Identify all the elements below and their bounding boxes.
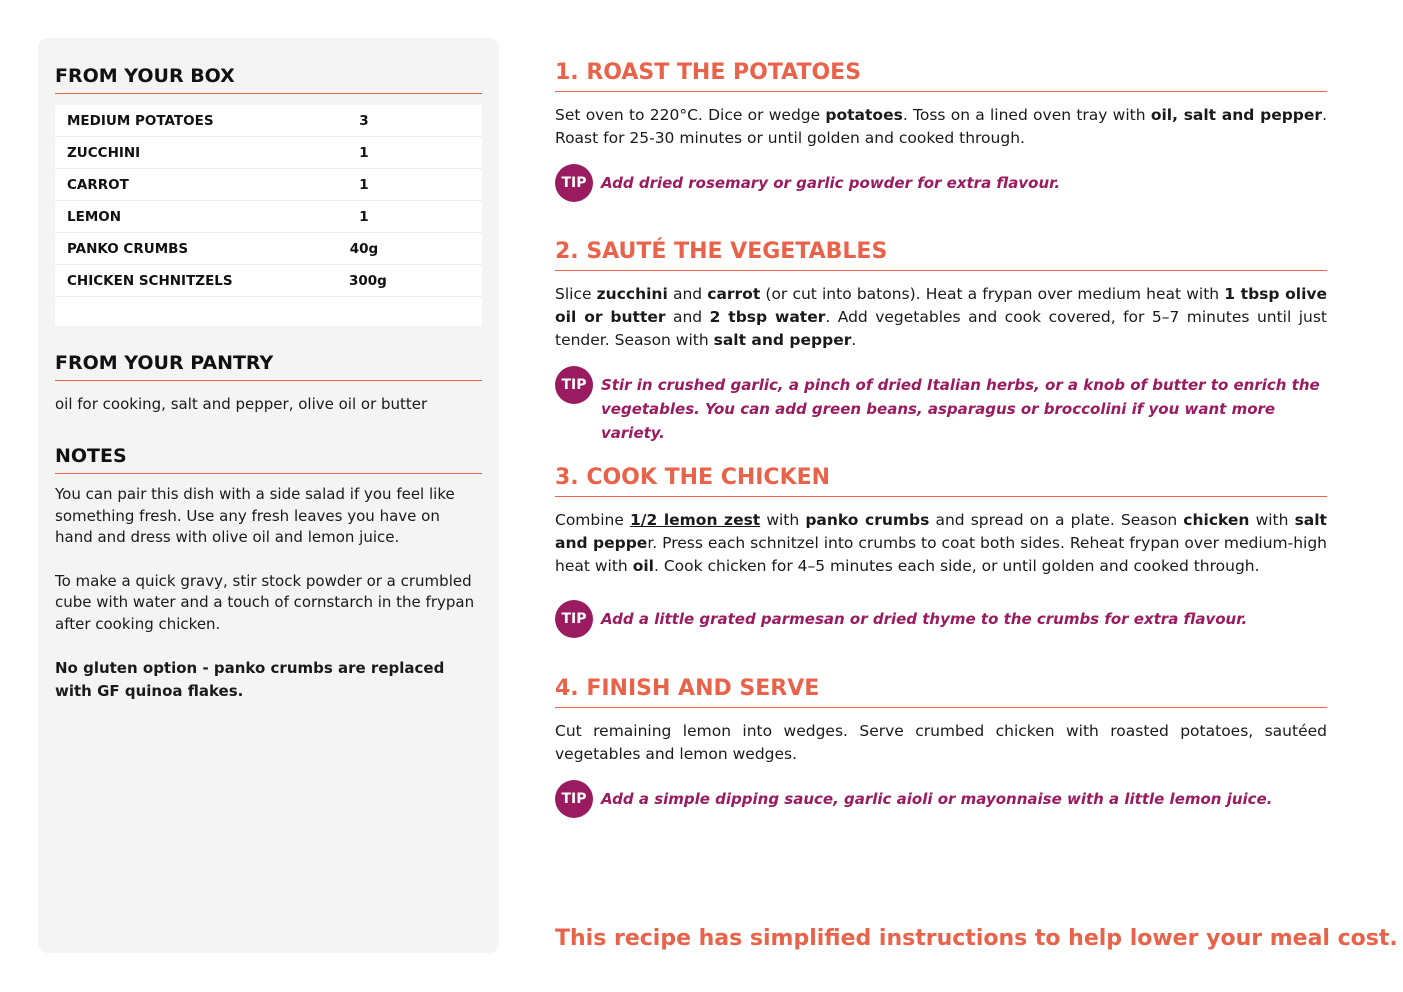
step-text: . Cook chicken for 4–5 minutes each side, or until golden and cooked through. <box>653 557 1260 575</box>
table-row <box>55 105 482 137</box>
ingredient-qty-cell <box>322 265 482 297</box>
step-bold-text: 1 tbsp olive oil or butter <box>555 285 1328 326</box>
step-bold-text: 2 tbsp water <box>709 308 826 326</box>
ingredients-panel <box>38 38 499 953</box>
step-roast-potatoes <box>555 60 1327 202</box>
ingredient-name: LEMON <box>55 201 322 233</box>
ingredient-name: PANKO CRUMBS <box>55 233 322 265</box>
notes-heading: NOTES <box>55 445 482 474</box>
ingredient-qty: 40g <box>349 240 379 257</box>
tip-badge-icon: TIP <box>555 164 593 202</box>
step-bold-text: chicken <box>1183 511 1250 529</box>
tip-text: Add a simple dipping sauce, garlic aioli or mayonnaise with a little lemon juice. <box>601 790 1273 808</box>
step-text: Slice <box>555 285 597 303</box>
ingredient-qty: 1 <box>359 208 369 225</box>
step-title: 4. FINISH AND SERVE <box>555 676 1327 708</box>
ingredient-qty-cell <box>322 201 482 233</box>
step-text: and spread on a plate. Season <box>929 511 1184 529</box>
table-spacer-row <box>55 297 482 327</box>
step-finish-serve <box>555 676 1327 818</box>
table-row <box>55 169 482 201</box>
notes-paragraph: You can pair this dish with a side salad if you feel like something fresh. Use any fresh leaves you have on hand and dress with olive oil and lemon juice. <box>55 485 455 546</box>
table-row <box>55 137 482 169</box>
step-instructions <box>555 509 1327 578</box>
ingredient-qty-cell <box>322 233 482 265</box>
step-text: Set oven to 220°C. Dice or wedge <box>555 106 826 124</box>
ingredient-name: MEDIUM POTATOES <box>55 105 322 137</box>
step-instructions <box>555 283 1327 352</box>
pantry-text: oil for cooking, salt and pepper, olive oil or butter <box>55 395 428 413</box>
table-row <box>55 201 482 233</box>
step-text: . <box>851 331 857 349</box>
step-text: Cut remaining lemon into wedges. Serve crumbed chicken with roasted potatoes, sautéed vegetables and lemon wedges. <box>555 722 1327 763</box>
ingredient-name: ZUCCHINI <box>55 137 322 169</box>
step-bold-text: carrot <box>707 285 761 303</box>
step-text: r. Press each schnitzel into crumbs to coat both sides. Reheat frypan over medium-high heat with <box>555 534 1328 575</box>
step-title: 2. SAUTÉ THE VEGETABLES <box>555 239 1327 271</box>
tip-badge-icon: TIP <box>555 780 593 818</box>
table-row <box>55 233 482 265</box>
ingredient-qty: 1 <box>359 176 369 193</box>
tip-box <box>555 600 1327 638</box>
ingredient-qty: 1 <box>359 144 369 161</box>
step-text: . Roast for 25-30 minutes or until golden and cooked through. <box>555 106 1328 147</box>
ingredient-name: CARROT <box>55 169 322 201</box>
tip-text: Add dried rosemary or garlic powder for extra flavour. <box>601 174 1061 192</box>
ingredient-name: CHICKEN SCHNITZELS <box>55 265 322 297</box>
step-bold-text: potatoes <box>825 106 903 124</box>
step-instructions <box>555 104 1327 150</box>
from-your-box-heading: FROM YOUR BOX <box>55 65 482 94</box>
table-row <box>55 265 482 297</box>
step-cook-chicken <box>555 465 1327 638</box>
step-text: and <box>665 308 710 326</box>
step-saute-vegetables <box>555 239 1327 445</box>
step-text: with <box>760 511 806 529</box>
ingredient-qty: 3 <box>359 112 369 129</box>
tip-text: Add a little grated parmesan or dried thyme to the crumbs for extra flavour. <box>601 610 1248 628</box>
step-title: 1. ROAST THE POTATOES <box>555 60 1327 92</box>
step-bold-text: zucchini <box>596 285 668 303</box>
tip-badge-icon: TIP <box>555 366 593 404</box>
step-bold-text: oil <box>632 557 654 575</box>
step-text: . Add vegetables and cook covered, for 5–7 minutes until just tender. Season with <box>555 308 1328 349</box>
ingredient-qty-cell <box>322 105 482 137</box>
step-bold-text: salt and pepper <box>713 331 852 349</box>
step-instructions <box>555 720 1327 766</box>
footer-note: This recipe has simplified instructions to help lower your meal cost. <box>555 926 1398 951</box>
step-bold-text: panko crumbs <box>805 511 930 529</box>
notes-paragraph: To make a quick gravy, stir stock powder or a crumbled cube with water and a touch of cornstarch in the frypan after cooking chicken. <box>55 571 475 633</box>
step-text: (or cut into batons). Heat a frypan over medium heat with <box>760 285 1225 303</box>
step-text: . Toss on a lined oven tray with <box>902 106 1151 124</box>
ingredient-qty-cell <box>322 137 482 169</box>
step-title: 3. COOK THE CHICKEN <box>555 465 1327 497</box>
step-text: with <box>1249 511 1295 529</box>
tip-box <box>555 366 1327 445</box>
step-bold-text: 1/2 lemon zest <box>630 511 761 529</box>
ingredient-qty-cell <box>322 169 482 201</box>
tip-text: Stir in crushed garlic, a pinch of dried Italian herbs, or a knob of butter to enrich the vegetables. You can add green beans, asparagus or broccolini if you want more variety. <box>601 376 1320 442</box>
ingredients-table <box>55 105 482 326</box>
tip-box <box>555 780 1327 818</box>
from-your-pantry-heading: FROM YOUR PANTRY <box>55 352 482 381</box>
tip-badge-icon: TIP <box>555 600 593 638</box>
step-bold-text: salt and peppe <box>555 511 1327 552</box>
step-text: and <box>667 285 708 303</box>
ingredient-qty: 300g <box>349 272 387 289</box>
no-gluten-note: No gluten option - panko crumbs are replaced with GF quinoa flakes. <box>55 659 445 700</box>
step-text: Combine <box>555 511 631 529</box>
step-bold-text: oil, salt and pepper <box>1150 106 1323 124</box>
tip-box <box>555 164 1327 202</box>
